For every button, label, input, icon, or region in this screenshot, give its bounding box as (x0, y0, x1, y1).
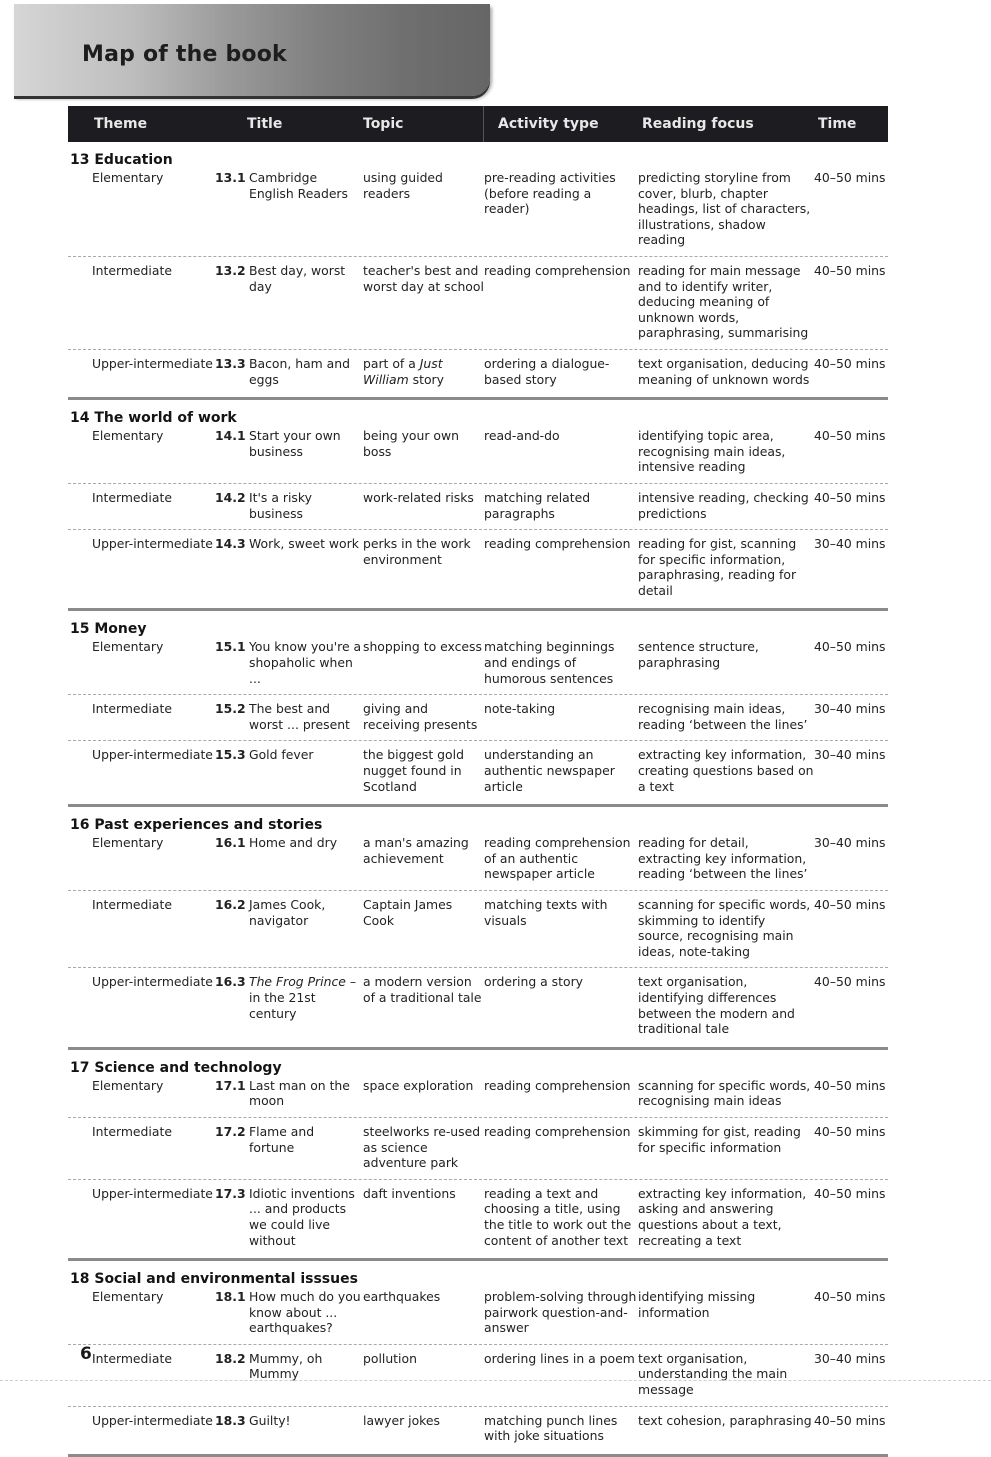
reading-focus-cell: scanning for specific words, skimming to identify source, recognising main ideas, note-taking (638, 897, 811, 959)
header-reading-focus: Reading focus (642, 116, 754, 132)
time-cell: 40–50 mins (814, 170, 886, 185)
title-cell: Mummy, oh Mummy (249, 1350, 323, 1382)
unit-number-cell: 15.3 (215, 747, 246, 763)
activity-type-cell: reading comprehension (484, 536, 631, 552)
level-cell: Elementary (92, 639, 164, 655)
level-cell: Intermediate (92, 897, 172, 912)
unit-section (68, 1050, 888, 1261)
unit-section (68, 142, 888, 400)
unit-number-cell: 15.2 (215, 701, 246, 717)
time-cell: 30–40 mins (814, 1350, 886, 1366)
reading-focus-cell: recognising main ideas, reading ‘between the lines’ (638, 701, 808, 732)
table-row (68, 694, 888, 740)
title-cell: Flame and fortune (249, 1123, 315, 1155)
activity-type-cell: understanding an authentic newspaper article (484, 747, 615, 794)
time-cell: 40–50 mins (814, 489, 886, 505)
table-row (68, 967, 888, 1044)
table-row (68, 170, 888, 256)
title-cell: James Cook, navigator (249, 897, 326, 928)
unit-number-cell: 18.1 (215, 1289, 246, 1305)
unit-number-cell: 13.3 (215, 355, 246, 371)
time-cell: 40–50 mins (814, 1185, 886, 1201)
topic-cell: teacher's best and worst day at school (363, 262, 484, 294)
title-cell: The best and worst ... present (249, 701, 350, 732)
time-cell: 40–50 mins (814, 1289, 886, 1305)
level-cell: Intermediate (92, 1123, 172, 1139)
topic-cell: earthquakes (363, 1289, 441, 1305)
title-cell: Cambridge English Readers (249, 170, 348, 201)
reading-focus-cell: text cohesion, paraphrasing (638, 1412, 812, 1428)
title-cell: Gold fever (249, 747, 314, 763)
reading-focus-cell: text organisation, understanding the main message (638, 1350, 788, 1398)
unit-number-cell: 14.3 (215, 536, 246, 552)
table-row (68, 428, 888, 483)
topic-cell: being your own boss (363, 428, 459, 459)
activity-type-cell: matching related paragraphs (484, 489, 591, 521)
reading-focus-cell: sentence structure, paraphrasing (638, 639, 759, 671)
unit-section (68, 611, 888, 807)
topic-cell: giving and receiving presents (363, 701, 478, 732)
table-header (68, 106, 888, 142)
table-row (68, 529, 888, 606)
topic-cell (363, 356, 484, 387)
level-cell: Elementary (92, 835, 164, 851)
time-cell: 40–50 mins (814, 974, 886, 990)
unit-number-cell: 17.2 (215, 1123, 246, 1139)
title-cell: Start your own business (249, 428, 341, 459)
unit-heading: 16 Past experiences and stories (70, 817, 323, 834)
table-row (68, 639, 888, 694)
unit-number-cell: 14.1 (215, 428, 246, 444)
time-cell: 40–50 mins (814, 1412, 886, 1428)
unit-number-cell: 16.3 (215, 974, 246, 990)
level-cell: Upper-intermediate (92, 974, 213, 990)
level-cell: Elementary (92, 428, 164, 444)
topic-cell: using guided readers (363, 170, 443, 201)
level-cell: Intermediate (92, 1350, 172, 1366)
topic-cell: the biggest gold nugget found in Scotland (363, 747, 464, 794)
topic-cell: lawyer jokes (363, 1412, 440, 1428)
title-italic: The Frog Prince (249, 974, 346, 990)
reading-focus-cell: skimming for gist, reading for specific information (638, 1123, 801, 1155)
level-cell: Upper-intermediate (92, 747, 213, 763)
table-row (68, 835, 888, 890)
unit-number-cell: 17.1 (215, 1077, 246, 1093)
title-cell: Work, sweet work (249, 536, 359, 552)
activity-type-cell: read-and-do (484, 428, 560, 444)
unit-divider (68, 1454, 888, 1457)
level-cell: Elementary (92, 1289, 164, 1305)
topic-pre: part of a (363, 355, 420, 371)
topic-italic: Just William (363, 355, 443, 387)
title-cell: Best day, worst day (249, 262, 346, 294)
topic-cell: Captain James Cook (363, 897, 453, 928)
activity-type-cell: reading a text and choosing a title, using the title to work out the content of another text (484, 1185, 632, 1248)
topic-cell: shopping to excess (363, 639, 482, 655)
level-cell: Upper-intermediate (92, 536, 213, 552)
time-cell: 30–40 mins (814, 835, 886, 851)
reading-focus-cell: scanning for specific words, recognising main ideas (638, 1077, 811, 1109)
reading-focus-cell: reading for detail, extracting key information, reading ‘between the lines’ (638, 835, 808, 882)
time-cell: 40–50 mins (814, 428, 886, 444)
unit-heading: 18 Social and environmental isssues (70, 1271, 358, 1288)
reading-focus-cell: predicting storyline from cover, blurb, chapter headings, list of characters, illustrations, shadow reading (638, 170, 811, 248)
unit-section (68, 807, 888, 1050)
time-cell: 40–50 mins (814, 262, 886, 278)
time-cell: 40–50 mins (814, 1123, 886, 1139)
topic-cell: space exploration (363, 1077, 474, 1093)
reading-focus-cell: extracting key information, creating questions based on a text (638, 747, 814, 794)
reading-focus-cell: reading for main message and to identify writer, deducing meaning of unknown words, paraphrasing, summarising (638, 262, 809, 341)
header-topic: Topic (363, 106, 484, 142)
activity-type-cell: reading comprehension (484, 262, 631, 278)
table-row (68, 1406, 888, 1452)
level-cell: Elementary (92, 170, 164, 185)
unit-section (68, 400, 888, 611)
topic-post: story (408, 371, 444, 387)
title-cell: Bacon, ham and eggs (249, 355, 350, 387)
table-row (68, 1078, 888, 1117)
page-footer-rule (0, 1380, 991, 1381)
time-cell: 40–50 mins (814, 639, 886, 655)
page-title: Map of the book (82, 42, 287, 67)
level-cell: Elementary (92, 1077, 164, 1093)
unit-number-cell: 13.1 (215, 170, 246, 185)
unit-heading: 15 Money (70, 621, 147, 638)
activity-type-cell: matching texts with visuals (484, 897, 608, 928)
activity-type-cell: ordering a dialogue-based story (484, 355, 610, 387)
unit-heading: 17 Science and technology (70, 1059, 282, 1076)
unit-heading: 14 The world of work (70, 410, 237, 427)
title-cell: Idiotic inventions ... and products we could live without (249, 1185, 355, 1248)
book-map-table (68, 106, 888, 1457)
activity-type-cell: reading comprehension of an authentic newspaper article (484, 835, 631, 882)
activity-type-cell: problem-solving through pairwork question-and-answer (484, 1289, 637, 1336)
topic-cell: perks in the work environment (363, 536, 471, 567)
title-cell: Home and dry (249, 835, 338, 851)
title-cell: Guilty! (249, 1412, 291, 1428)
unit-number-cell: 17.3 (215, 1185, 246, 1201)
topic-cell: work-related risks (363, 489, 474, 505)
unit-number-cell: 14.2 (215, 489, 246, 505)
title-cell: You know you're a shopaholic when ... (249, 639, 362, 686)
table-row (68, 1117, 888, 1179)
table-row (68, 1179, 888, 1256)
reading-focus-cell: intensive reading, checking predictions (638, 489, 809, 521)
table-row (68, 349, 888, 395)
unit-number-cell: 16.1 (215, 835, 246, 851)
time-cell: 30–40 mins (814, 536, 886, 552)
unit-number-cell: 15.1 (215, 639, 246, 655)
table-row (68, 890, 888, 967)
activity-type-cell: note-taking (484, 701, 556, 717)
header-title: Title (247, 116, 283, 132)
activity-type-cell: matching punch lines with joke situations (484, 1412, 618, 1444)
time-cell: 30–40 mins (814, 701, 886, 717)
activity-type-cell: ordering a story (484, 974, 583, 990)
table-row (68, 1344, 888, 1406)
table-row (68, 483, 888, 529)
activity-type-cell: reading comprehension (484, 1123, 631, 1139)
title-rest: – in the 21st century (249, 974, 357, 1021)
unit-heading: 13 Education (70, 152, 173, 168)
topic-cell: steelworks re-used as science adventure park (363, 1123, 481, 1171)
title-cell: It's a risky business (249, 489, 312, 521)
header-theme: Theme (94, 116, 148, 132)
units-container (68, 142, 888, 1457)
unit-number-cell: 18.2 (215, 1350, 246, 1366)
reading-focus-cell: identifying missing information (638, 1289, 756, 1320)
table-row (68, 256, 888, 349)
reading-focus-cell: extracting key information, asking and answering questions about a text, recreating a text (638, 1185, 807, 1248)
unit-number-cell: 16.2 (215, 897, 246, 912)
unit-number-cell: 18.3 (215, 1412, 246, 1428)
reading-focus-cell: text organisation, identifying differences between the modern and traditional tale (638, 974, 795, 1037)
unit-section (68, 1261, 888, 1457)
table-row (68, 1289, 888, 1344)
level-cell: Intermediate (92, 489, 172, 505)
level-cell: Upper-intermediate (92, 355, 213, 371)
topic-cell: a modern version of a traditional tale (363, 974, 482, 1005)
time-cell: 40–50 mins (814, 355, 886, 371)
topic-cell: pollution (363, 1350, 417, 1366)
title-cell: Last man on the moon (249, 1077, 350, 1109)
reading-focus-cell: text organisation, deducing meaning of unknown words (638, 355, 810, 387)
level-cell: Intermediate (92, 262, 172, 278)
activity-type-cell: pre-reading activities (before reading a reader) (484, 170, 616, 217)
activity-type-cell: ordering lines in a poem (484, 1350, 635, 1366)
topic-cell: daft inventions (363, 1185, 456, 1201)
title-banner (14, 4, 490, 96)
header-activity-type: Activity type (498, 116, 599, 132)
time-cell: 30–40 mins (814, 747, 886, 763)
activity-type-cell: reading comprehension (484, 1077, 631, 1093)
reading-focus-cell: reading for gist, scanning for specific information, paraphrasing, reading for detail (638, 536, 797, 598)
reading-focus-cell: identifying topic area, recognising main ideas, intensive reading (638, 428, 786, 475)
level-cell: Upper-intermediate (92, 1185, 213, 1201)
header-time: Time (818, 116, 857, 132)
activity-type-cell: matching beginnings and endings of humorous sentences (484, 639, 615, 686)
table-row (68, 740, 888, 802)
title-cell (249, 974, 363, 1036)
title-cell: How much do you know about ... earthquakes? (249, 1289, 361, 1336)
time-cell: 40–50 mins (814, 1077, 886, 1093)
level-cell: Upper-intermediate (92, 1412, 213, 1428)
level-cell: Intermediate (92, 701, 172, 717)
page-number: 6 (80, 1344, 92, 1364)
time-cell: 40–50 mins (814, 897, 886, 912)
unit-number-cell: 13.2 (215, 262, 246, 278)
topic-cell: a man's amazing achievement (363, 835, 469, 866)
